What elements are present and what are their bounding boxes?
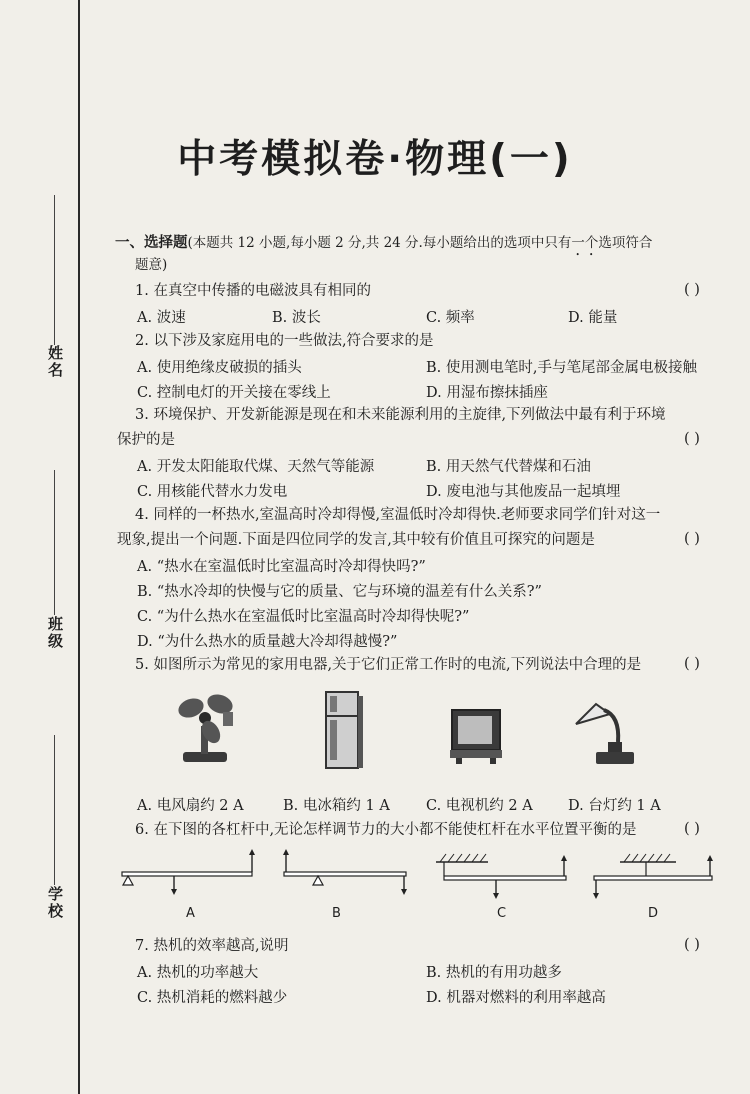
q6-stem: 6. 在下图的各杠杆中,无论怎样调节力的大小都不能使杠杆在水平位置平衡的是 [135, 822, 637, 838]
desk-lamp-icon [570, 698, 642, 772]
q3-answer-paren: ( ) [684, 431, 700, 447]
q7-option-a: A. 热机的功率越大 [137, 965, 259, 981]
q1-answer-paren: ( ) [684, 282, 700, 298]
q5-option-d: D. 台灯约 1 A [568, 798, 661, 814]
lever-c-figure [432, 852, 572, 902]
q7-answer-paren: ( ) [684, 937, 700, 953]
q1-option-d: D. 能量 [568, 310, 618, 326]
q3-option-b: B. 用天然气代替煤和石油 [426, 459, 591, 475]
q3-option-d: D. 废电池与其他废品一起填埋 [426, 484, 621, 500]
q7-option-c: C. 热机消耗的燃料越少 [137, 990, 288, 1006]
q4-option-b: B. “热水冷却的快慢与它的质量、它与环境的温差有什么关系?” [137, 584, 542, 600]
class-label: 班级 [46, 616, 64, 650]
q7-option-d: D. 机器对燃料的利用率越高 [426, 990, 606, 1006]
name-label: 姓名 [46, 345, 64, 379]
q4-option-a: A. “热水在室温低时比室温高时冷却得快吗?” [137, 559, 426, 575]
q6-answer-paren: ( ) [684, 821, 700, 837]
q5-answer-paren: ( ) [684, 656, 700, 672]
q1-option-c: C. 频率 [426, 310, 475, 326]
q3-option-c: C. 用核能代替水力发电 [137, 484, 288, 500]
q5-stem: 5. 如图所示为常见的家用电器,关于它们正常工作时的电流,下列说法中合理的是 [135, 657, 642, 673]
lever-d-label: D [648, 906, 659, 921]
tv-icon [448, 706, 508, 768]
q7-stem: 7. 热机的效率越高,说明 [135, 938, 289, 954]
q2-stem: 2. 以下涉及家庭用电的一些做法,符合要求的是 [135, 333, 434, 349]
q3-stem: 3. 环境保护、开发新能源是现在和未来能源利用的主旋律,下列做法中最有利于环境 [135, 407, 666, 423]
q2-option-c: C. 控制电灯的开关接在零线上 [137, 385, 331, 401]
school-blank-line [54, 735, 55, 885]
school-label: 学校 [46, 886, 64, 920]
section-desc-emph: 一个 [571, 235, 599, 251]
q5-option-c: C. 电视机约 2 A [426, 798, 533, 814]
q1-option-a: A. 波速 [137, 310, 186, 326]
lever-a-label: A [186, 906, 195, 921]
page-title: 中考模拟卷·物理(一) [177, 137, 573, 182]
lever-b-figure [280, 848, 410, 898]
q1-option-b: B. 波长 [272, 310, 321, 326]
q7-option-b: B. 热机的有用功越多 [426, 965, 562, 981]
lever-b-label: B [332, 906, 341, 921]
q2-option-a: A. 使用绝缘皮破损的插头 [137, 360, 302, 376]
q4-answer-paren: ( ) [684, 531, 700, 547]
q4-option-d: D. “为什么热水的质量越大冷却得越慢?” [137, 634, 398, 650]
lever-c-label: C [497, 906, 507, 921]
q5-option-b: B. 电冰箱约 1 A [283, 798, 390, 814]
q2-option-b: B. 使用测电笔时,手与笔尾部金属电极接触 [426, 360, 697, 376]
q5-option-a: A. 电风扇约 2 A [137, 798, 244, 814]
q4-option-c: C. “为什么热水在室温低时比室温高时冷却得快呢?” [137, 609, 470, 625]
section-desc-3: 题意) [135, 257, 168, 273]
q3-option-a: A. 开发太阳能取代煤、天然气等能源 [137, 459, 375, 475]
q3-stem-2: 保护的是 [117, 432, 175, 448]
fridge-icon [320, 688, 366, 774]
fan-icon [175, 690, 245, 770]
lever-a-figure [118, 848, 258, 898]
section-desc-2: 选项符合 [598, 235, 653, 251]
q4-stem: 4. 同样的一杯热水,室温高时冷却得慢,室温低时冷却得快.老师要求同学们针对这一 [135, 507, 661, 523]
lever-d-figure [590, 852, 720, 902]
section-heading: 一、选择题 [115, 235, 188, 251]
class-blank-line [54, 470, 55, 615]
q4-stem-2: 现象,提出一个问题.下面是四位同学的发言,其中较有价值且可探究的问题是 [117, 532, 595, 548]
q2-option-d: D. 用湿布擦抹插座 [426, 385, 548, 401]
name-blank-line [54, 195, 55, 345]
section-desc-1: (本题共 12 小题,每小题 2 分,共 24 分.每小题给出的选项中只有 [187, 235, 572, 251]
q1-stem: 1. 在真空中传播的电磁波具有相同的 [135, 283, 371, 299]
